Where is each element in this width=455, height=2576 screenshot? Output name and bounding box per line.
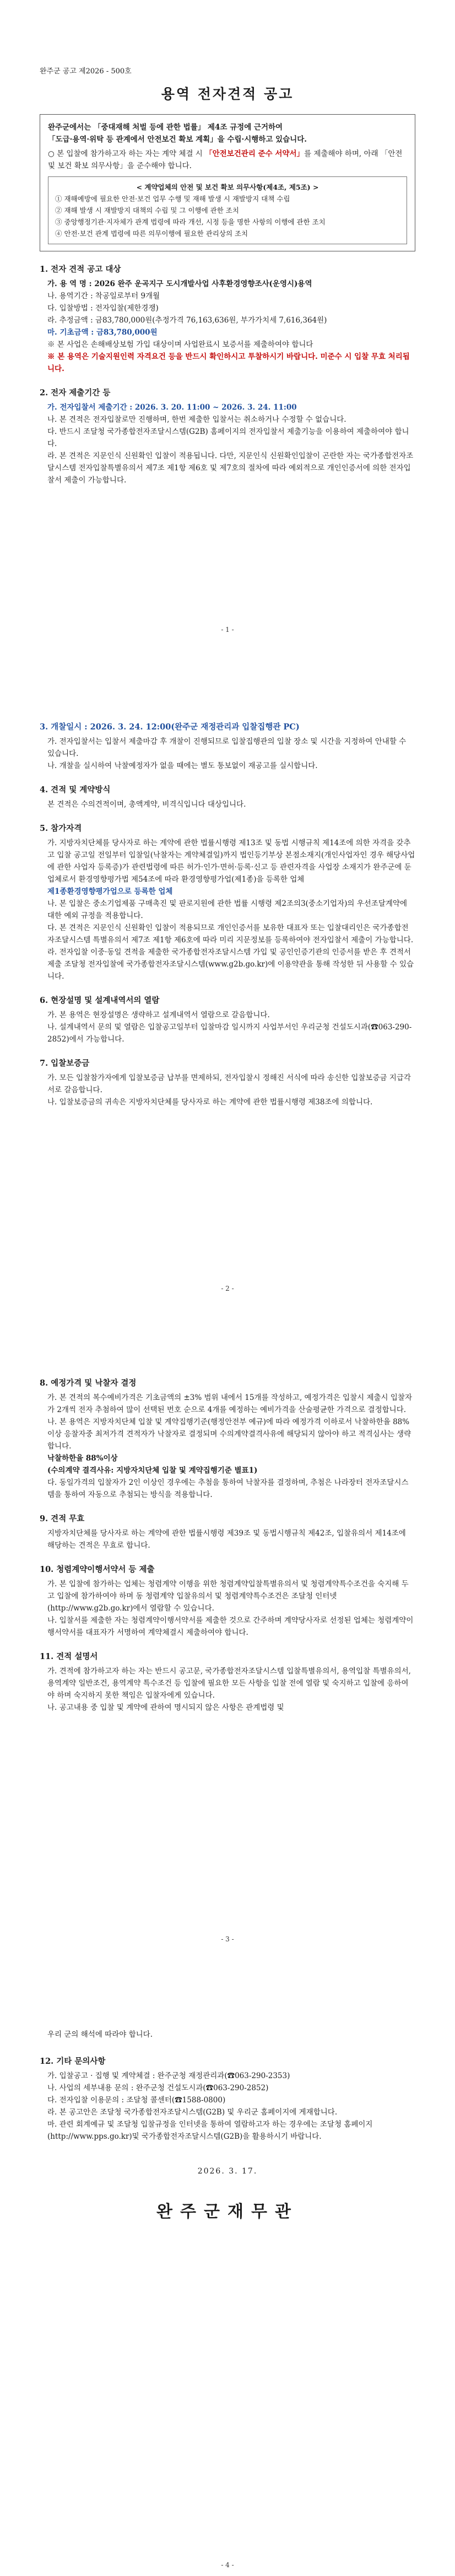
section-5-title: 5. 참가자격 [40,824,82,833]
obligation-item: ① 재해예방에 필요한 안전·보건 업무 수행 및 재해 발생 시 재발방지 대책 수립 [55,195,290,203]
notice-number: 완주군 공고 제2026 - 500호 [40,67,132,76]
section-9-title: 9. 견적 무효 [40,1514,85,1523]
intro-circle-line [48,148,407,172]
page-number: - 3 - [221,1935,234,1943]
s12-item-c: 다. 전자입찰 이용문의 : 조달청 콜센터(☎1588-0800) [47,2096,226,2105]
s3-item-b: 가. 전자입찰서는 입찰서 제출마감 후 개찰이 진행되므로 입찰집행관의 입찰 장소 및 시간을 지정하여 안내할 수 있습니다. [47,737,407,758]
s1-item: 마. 기초금액 : 금83,780,000원 [47,328,158,337]
section-2-title: 2. 전자 제출기간 등 [40,388,111,398]
s6-item-b: 나. 설계내역서 문의 및 열람은 입찰공고일부터 입찰마감 일시까지 사업부서인 우리군청 건설도시과(☎063-290-2852)에서 가능합니다. [47,1023,412,1044]
s2-item-b: 나. 본 견적은 전자입찰로만 진행하며, 한번 제출한 입찰서는 취소하거나 수정할 수 없습니다. [47,415,346,424]
s12-item-e: 마. 관련 회계예규 및 조달청 입찰규정을 인터넷을 통하여 열람하고자 하는 경우에는 조달청 홈페이지(http://www.pps.go.kr)및 국가종합전자조달시스템(G2B)을 활용하시기 바랍니다. [47,2120,373,2141]
section-7 [40,1058,415,1108]
page-1 [0,0,455,634]
page-3 [0,1312,455,1943]
s1-item: 가. 용 역 명 : 2026 완주 운곡지구 도시개발사업 사후환경영향조사(운영시)용역 [47,280,312,288]
s4-text: 본 견적은 수의견적이며, 총액계약, 비격식입니다 대상입니다. [47,800,246,809]
s11-item-a: 가. 견적에 참가하고자 하는 자는 반드시 공고문, 국가종합전자조달시스템 입찰특별유의서, 용역입찰 특별유의서, 용역계약 일반조건, 용역계약 특수조건 등 입찰에 필요한 모든 사항을 입찰 전에 열람 및 숙지하고 입찰에 응하여야 하며 숙지하지 못한 책임은 입찰자에게 있습니다. [47,1667,411,1700]
s5-item-a-highlight: 제1종환경영향평가업으로 등록한 업체 [47,887,173,896]
intro-text-b: 「도급·용역·위탁 등 관계에서 안전보건 확보 계획」을 수립·시행하고 있습니다. [48,135,307,144]
obligations-box [48,176,407,244]
section-10-title: 10. 청렴계약이행서약서 등 제출 [40,1565,155,1574]
s5-item-d: 라. 전자입찰 이중·동일 견적을 제출한 국가종합전자조달시스템 가입 및 공인인증기관의 인증서를 받은 후 견적서 제출 조달청 전자입찰에 국가종합전자조달시스템(www.g2b.go.kr)에 이용약관을 통해 작성한 뒤 사용할 수 있습니다. [47,948,414,981]
intro-box [40,114,415,251]
obligations-head: < 계약업체의 안전 및 보건 확보 의무사항(제4조, 제5조) > [136,183,319,191]
section-6-title: 6. 현장설명 및 설계내역서의 열람 [40,996,160,1005]
s8-item-b-highlight: 낙찰하한율 88%이상 [47,1454,118,1463]
s1-red-note: ※ 본 용역은 기술지원인력 자격요건 등을 반드시 확인하시고 투찰하시기 바랍니다. 미준수 시 입찰 무효 처리됩니다. [47,352,410,373]
s7-item-a: 가. 모든 입찰참가자에게 입찰보증금 납부를 면제하되, 전자입찰시 정해진 서식에 따라 송신한 입찰보증금 지급각서로 갈음합니다. [47,1074,411,1094]
section-3-title: 3. 개찰일시 : 2026. 3. 24. 12:00(완주군 재정관리과 입찰집행관 PC) [40,722,300,732]
section-8-title: 8. 예정가격 및 낙찰자 결정 [40,1378,137,1388]
s8-item-c: 다. 동일가격의 입찰자가 2인 이상인 경우에는 추첨을 통하여 낙찰자를 결정하며, 추첨은 나라장터 전자조달시스템을 통하여 자동으로 추첨되는 방식을 적용합니다. [47,1478,409,1499]
s11-item-b: 나. 공고내용 중 입찰 및 계약에 관하여 명시되지 않은 사항은 관계법령 및 [47,1703,284,1712]
s5-item-a: 가. 지방자치단체를 당사자로 하는 계약에 관한 법률시행령 제13조 및 동법 시행규칙 제14조에 의한 자격을 갖추고 입찰 공고일 전일부터 입찰일(낙찰자는 계약체결일)까지 법인등기부상 본점소재지(개인사업자인 경우 해당사업에 관한 사업자 등록증)가 관련법령에 따른 허가·인가·면허·등록·신고 등 관련자격을 사업장 소재지가 완주군에 둔 업체로서 환경영향평가법 제54조에 따라 환경영향평가업(제1종)을 등록한 업체 [47,839,415,884]
s7-item-b: 나. 입찰보증금의 귀속은 지방자치단체를 당사자로 하는 계약에 관한 법률시행령 제38조에 의합니다. [47,1098,373,1107]
obligation-item: ② 재해 발생 시 재발방지 대책의 수립 및 그 이행에 관한 조치 [55,206,239,214]
obligation-item: ④ 안전·보건 관계 법령에 따른 의무이행에 필요한 관리상의 조치 [55,229,248,238]
page-2 [0,656,455,1292]
s11-continuation: 우리 군의 해석에 따라야 합니다. [47,2030,153,2039]
s8-item-a: 가. 본 견적의 복수예비가격은 기초금액의 ±3% 범위 내에서 15개를 작성하고, 예정가격은 입찰시 제출시 입찰자가 2개씩 전자 추첨하여 많이 선택된 번호 순으로 4개를 예정하는 예비가격을 산술평균한 가격으로 결정합니다. [47,1393,412,1414]
section-6 [40,995,415,1045]
section-5 [40,823,415,983]
s2-item-c: 다. 반드시 조달청 국가종합전자조달시스템(G2B) 홈페이지의 전자입찰서 제출기능을 이용하여 제출하여야 합니다. [47,427,409,448]
s1-note: ※ 본 사업은 손해배상보험 가입 대상이며 사업완료시 보증서를 제출하여야 합니다 [47,340,313,349]
section-12 [40,2056,415,2143]
s10-item-a: 가. 본 입찰에 참가하는 업체는 청렴계약 이행을 위한 청렴계약입찰특별유의서 및 청렴계약특수조건을 숙지해 두고 입찰에 참가하여야 하며 동 청렴계약 입찰유의서 및 청렴계약특수조건은 조달청 인터넷(http://www.g2b.go.kr)에서 열람할 수 있습니다. [47,1580,409,1613]
s8-item-b2: (수의계약 결격사유: 지방자치단체 입찰 및 계약집행기준 별표1) [47,1466,258,1475]
page-number: - 4 - [221,2561,234,2569]
section-8 [40,1377,415,1501]
s1-item: 나. 용역기간 : 착공일로부터 9개월 [47,292,160,300]
s1-item: 라. 추정금액 : 금83,780,000원(추정가격 76,163,636원, 부가가치세 7,616,364원) [47,316,327,325]
s2-item-a: 가. 전자입찰서 제출기간 : 2026. 3. 20. 11:00 ~ 2026. 3. 24. 11:00 [47,403,297,412]
page-number: - 1 - [221,626,234,634]
section-11-title: 11. 견적 설명서 [40,1652,98,1661]
intro-circle-b: 를 제출해야 하며, 아래 「안전 및 보건 확보 의무사항」을 준수해야 합니다. [48,149,403,170]
s3-item-c: 나. 개찰을 실시하여 낙찰예정자가 없을 때에는 별도 통보없이 재공고를 실시합니다. [47,761,318,770]
intro-circle-a: ○ 본 입찰에 참가하고자 하는 자는 계약 체결 시 [48,149,205,158]
intro-text-a: 완주군에서는 「중대재해 처벌 등에 관한 법률」 제4조 규정에 근거하여 [48,123,283,132]
page-4 [0,1963,455,2569]
notice-date: 2026. 3. 17. [197,2167,258,2176]
s9-text: 지방자치단체를 당사자로 하는 계약에 관한 법률시행령 제39조 및 동법시행규칙 제42조, 입찰유의서 제14조에 해당하는 견적은 무효로 합니다. [47,1529,406,1550]
s10-item-b: 나. 입찰서를 제출한 자는 청렴계약이행서약서를 제출한 것으로 간주하며 계약당사자로 선정된 업체는 청렴계약이행서약서를 대표자가 서명하여 계약체결시 제출하여야 합니다. [47,1616,414,1637]
section-11 [40,1651,415,1714]
issuer-name: 완주군재무관 [156,2202,299,2221]
page-number: - 2 - [221,1285,234,1292]
page-title: 용역 전자견적 공고 [161,86,294,102]
section-10 [40,1564,415,1639]
s6-item-a: 가. 본 용역은 현장설명은 생략하고 설계내역서 열람으로 갈음합니다. [47,1011,270,1019]
section-4 [40,784,415,811]
section-4-title: 4. 견적 및 계약방식 [40,785,111,795]
section-12-title: 12. 기타 문의사항 [40,2057,106,2066]
section-9 [40,1513,415,1552]
s12-item-a: 가. 입찰공고 · 집행 및 계약체결 : 완주군청 재정관리과(☎063-290-2353) [47,2071,290,2080]
intro-circle-highlight: 「안전보건관리 준수 서약서」 [205,149,304,158]
section-2 [40,387,415,486]
s12-item-b: 나. 사업의 세부내용 문의 : 완주군청 건설도시과(☎063-290-2852) [47,2084,269,2092]
section-1-title: 1. 전자 견적 공고 대상 [40,265,121,274]
s8-item-b: 나. 본 용역은 지방자치단체 입찰 및 계약집행기준(행정안전부 예규)에 따라 예정가격 이하로서 낙찰하한율 88%이상 응찰자중 최저가격 견적자가 낙찰자로 결정되며 수의계약결격사유에 해당되지 않아야 하고 적격심사는 생략합니다. [47,1418,411,1451]
s5-item-c: 다. 본 견적은 지문인식 신원확인 입찰이 적용되므로 개인인증서를 보유한 대표자 또는 입찰대리인은 국가종합전자조달시스템 특별유의서 제7조 제1항 제6호에 따라 미리 지문정보를 등록하여야 전자입찰서 제출이 가능합니다. [47,924,414,944]
s1-item: 다. 입찰방법 : 전자입찰(제한경쟁) [47,304,159,313]
section-7-title: 7. 입찰보증금 [40,1059,90,1068]
section-3 [40,721,415,772]
section-1 [40,264,415,375]
obligation-item: ③ 중앙행정기관·지자체가 관계 법령에 따라 개선, 시정 등을 명한 사항의 이행에 관한 조치 [55,218,326,226]
s12-item-d: 라. 본 공고안은 조달청 국가종합전자조달시스템(G2B) 및 우리군 홈페이지에 게재합니다. [47,2108,338,2117]
s2-item-d: 라. 본 견적은 지문인식 신원확인 입찰이 적용됩니다. 다만, 지문인식 신원확인입찰이 곤란한 자는 국가종합전자조달시스템 전자입찰특별유의서 제7조 제1항 제6호 및 제7호의 절차에 따라 예외적으로 개인인증서에 의한 전자입찰서 제출이 가능합니다. [47,452,414,485]
s5-item-b: 나. 본 입찰은 중소기업제품 구매촉진 및 판로지원에 관한 법률 시행령 제2조의3(중소기업자)의 우선조달계약에 대한 예외 규정을 적용합니다. [47,899,408,920]
